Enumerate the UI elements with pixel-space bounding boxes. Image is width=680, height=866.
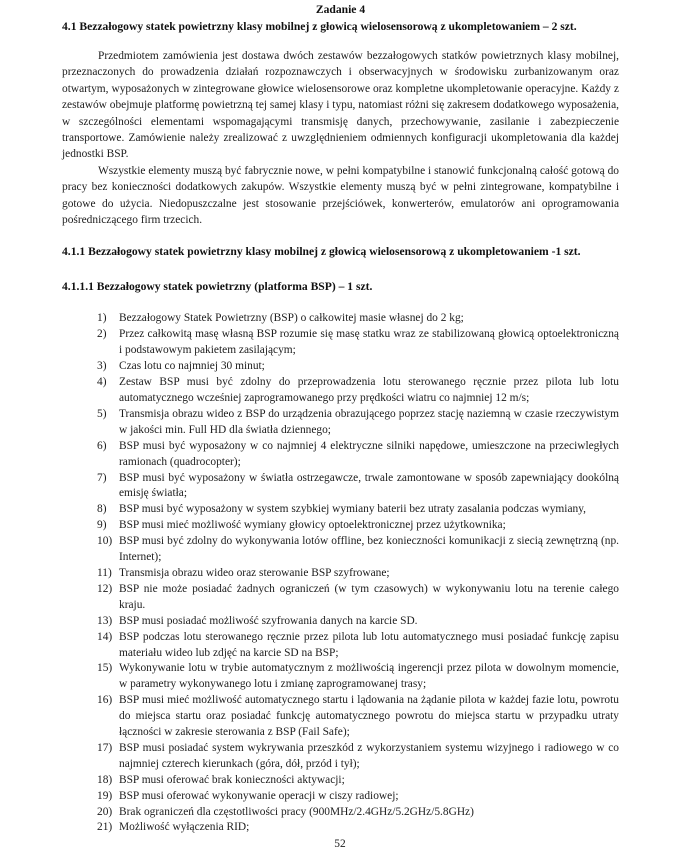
requirement-row [62, 661, 619, 693]
requirement-number: 6) [97, 439, 107, 452]
requirement-text: BSP nie może posiadać żadnych ograniczeń (w tym czasowych) w wykonywaniu lotu na terenie całego kraju. [119, 582, 619, 611]
requirement-row [62, 614, 619, 630]
requirement-text: Zestaw BSP musi być zdolny do przeprowadzenia lotu sterowanego ręcznie przez pilota lub lotu automatycznego wcześniej zaprogramowanego przy prędkości wiatru co najmniej 12 m/s; [119, 376, 619, 404]
page-number: 52 [334, 838, 346, 850]
requirement-number: 21) [97, 821, 113, 834]
requirement-text: Transmisja obrazu wideo z BSP do urządzenia obrazującego poprzez stację naziemną w czasie rzeczywistym w jakości min. Full HD dla światła dziennego; [119, 407, 619, 436]
section-heading-4-1: 4.1 Bezzałogowy statek powietrzny klasy mobilnej z głowicą wielosensorową z ukompletowaniem – 2 szt. [62, 20, 577, 33]
requirement-text: BSP musi oferować wykonywanie operacji w ciszy radiowej; [119, 789, 399, 802]
requirement-number: 10) [97, 535, 113, 548]
requirement-row [62, 693, 619, 741]
requirement-text: BSP musi mieć możliwość automatycznego startu i lądowania na żądanie pilota w każdej fazie lotu, powrotu do miejsca startu oraz posiadać funkcję automatycznego powrotu do miejsca startu w przypadku utraty łączności w zakresie sterowania z BSP (Fail Safe); [119, 694, 619, 739]
requirement-text: BSP musi posiadać system wykrywania przeszkód z wykorzystaniem systemu wizyjnego i radiowego w co najmniej czterech kierunkach (góra, dół, przód i tył); [119, 741, 619, 770]
requirement-number: 20) [97, 805, 113, 818]
paragraph-intro: Przedmiotem zamówienia jest dostawa dwóch zestawów bezzałogowych statków powietrznych klasy mobilnej, przeznaczonych do prowadzenia działań rozpoznawczych i obserwacyjnych w środowisku zurbanizowanym oraz otwartym, wyposażonych w zintegrowane głowice wielosensorowe oraz kompletne ukompletowanie operacyjne. Każdy z zestawów obejmuje platformę powietrzną tej samej klasy i typu, natomiast różni się zakresem dodatkowego wyposażenia, w szczególności elementami wspomagającymi transmisję danych, przechowywanie, zasilanie i zabezpieczenie transportowe. Zamówienie należy zrealizować z uwzględnieniem odmiennych konfiguracji ukompletowania dla każdej jednostki BSP. [62, 50, 619, 161]
requirement-row [62, 518, 619, 534]
requirement-number: 3) [97, 360, 107, 373]
requirement-row [62, 805, 619, 821]
requirement-row [62, 439, 619, 471]
requirement-number: 15) [97, 662, 113, 675]
requirement-row [62, 502, 619, 518]
requirement-row [62, 582, 619, 614]
requirement-row [62, 407, 619, 439]
requirement-text: BSP musi mieć możliwość wymiany głowicy optoelektronicznej przez użytkownika; [119, 519, 506, 532]
requirement-row [62, 359, 619, 375]
requirement-row [62, 375, 619, 407]
requirement-text: BSP musi być wyposażony w co najmniej 4 elektryczne silniki napędowe, umieszczone na przeciwległych ramionach (quadrocopter); [119, 439, 619, 468]
requirement-row [62, 566, 619, 582]
requirement-row [62, 630, 619, 662]
requirement-text: Przez całkowitą masę własną BSP rozumie się masę statku wraz ze stabilizowaną głowicą optoelektroniczną i podstawowym pakietem zasilającym; [119, 328, 619, 357]
requirement-text: BSP musi być wyposażony w światła ostrzegawcze, trwale zamontowane w sposób zapewniający dookólną emisję światła; [119, 471, 619, 500]
requirement-row [62, 820, 619, 836]
paragraph-compatibility: Wszystkie elementy muszą być fabrycznie nowe, w pełni kompatybilne i stanowić funkcjonalną całość gotową do pracy bez konieczności dodatkowych zakupów. Wszystkie elementy muszą być w pełni zintegrowane, kompatybilne i gotowe do użycia. Niedopuszczalne jest stosowanie przejściówek, konwerterów, emulatorów ani oprogramowania pośredniczącego firm trzecich. [62, 164, 619, 227]
requirement-number: 18) [97, 773, 113, 786]
requirement-number: 12) [97, 582, 113, 595]
requirement-number: 14) [97, 630, 113, 643]
requirement-row [62, 534, 619, 566]
requirement-number: 2) [97, 328, 107, 341]
requirement-text: BSP musi posiadać możliwość szyfrowania danych na karcie SD. [119, 614, 418, 627]
document-title: Zadanie 4 [315, 3, 366, 16]
requirement-number: 11) [97, 566, 112, 579]
requirement-text: BSP musi być wyposażony w system szybkiej wymiany baterii bez utraty zasalania podczas wymiany, [119, 503, 587, 516]
requirement-text: Możliwość wyłączenia RID; [119, 821, 250, 834]
requirement-text: Czas lotu co najmniej 30 minut; [119, 360, 265, 373]
requirement-number: 8) [97, 503, 107, 516]
requirement-text: BSP podczas lotu sterowanego ręcznie przez pilota lub lotu automatycznego musi posiadać funkcję zapisu materiału wideo lub zdjęć na karcie SD na BSP; [119, 630, 619, 659]
requirement-number: 4) [97, 376, 107, 389]
requirement-number: 9) [97, 519, 107, 532]
requirement-row [62, 311, 619, 327]
requirement-number: 19) [97, 789, 113, 802]
requirement-text: Transmisja obrazu wideo oraz sterowanie BSP szyfrowane; [119, 566, 390, 579]
requirement-number: 7) [97, 471, 107, 484]
requirement-text: Brak ograniczeń dla częstotliwości pracy (900MHz/2.4GHz/5.2GHz/5.8GHz) [119, 805, 474, 818]
requirement-number: 1) [97, 312, 107, 325]
requirement-row [62, 741, 619, 773]
requirement-number: 13) [97, 614, 113, 627]
requirement-number: 16) [97, 694, 113, 707]
requirement-number: 17) [97, 741, 113, 754]
requirement-text: BSP musi oferować brak konieczności aktywacji; [119, 773, 345, 786]
requirement-row [62, 789, 619, 805]
requirements-list [62, 311, 619, 836]
section-heading-4-1-1-1: 4.1.1.1 Bezzałogowy statek powietrzny (platforma BSP) – 1 szt. [62, 280, 373, 294]
requirement-number: 5) [97, 407, 107, 420]
requirement-row [62, 327, 619, 359]
section-heading-4-1-1: 4.1.1 Bezzałogowy statek powietrzny klasy mobilnej z głowicą wielosensorową z ukompletowaniem -1 szt. [62, 245, 581, 259]
requirement-text: Bezzałogowy Statek Powietrzny (BSP) o całkowitej masie własnej do 2 kg; [119, 312, 464, 325]
requirement-row [62, 773, 619, 789]
requirement-text: BSP musi być zdolny do wykonywania lotów offline, bez konieczności komunikacji z siecią zewnętrzną (np. Internet); [119, 535, 619, 564]
requirement-text: Wykonywanie lotu w trybie automatycznym z możliwością ingerencji przez pilota w dowolnym momencie, w parametry wykonywanego lotu i zmianę zaprogramowanej trasy; [119, 662, 619, 691]
requirement-row [62, 471, 619, 503]
